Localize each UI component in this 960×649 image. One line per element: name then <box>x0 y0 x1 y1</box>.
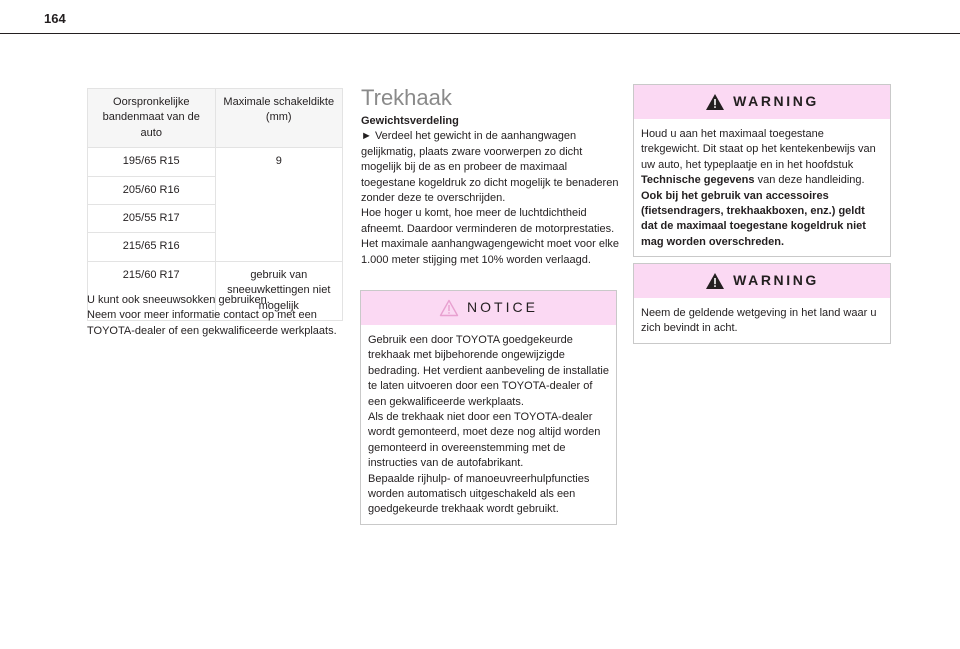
table-row <box>88 176 343 204</box>
table-cell-thickness <box>215 176 343 204</box>
subsection-title: Gewichtsverdeling <box>361 115 459 127</box>
notice-band <box>361 291 616 325</box>
warning-triangle-icon <box>705 93 725 111</box>
bullet-arrow-icon: ► <box>361 130 372 143</box>
bullet-paragraph <box>361 129 621 206</box>
table-header-row <box>88 89 343 148</box>
section-body <box>361 114 621 268</box>
paragraph: Hoe hoger u komt, hoe meer de luchtdichtheid afneemt. Daardoor verminderen de motorprestaties. Het maximale aanhangwagengewicht moet voor elke 1.000 meter stijging met 10% worden verlaagd. <box>361 207 620 266</box>
notice-box <box>360 290 617 525</box>
warning-text: Neem de geldende wetgeving in het land waar u zich bevindt in acht. <box>641 307 877 335</box>
table-cell-thickness <box>215 233 343 261</box>
warning-triangle-icon <box>705 272 725 290</box>
chapter-reference: Technische gegevens <box>641 174 755 187</box>
notice-body <box>361 325 616 524</box>
table-header-size: Oorspronkelijke bandenmaat van de auto <box>88 89 216 148</box>
warning-label: WARNING <box>733 93 819 110</box>
table-cell-thickness <box>215 205 343 233</box>
notice-triangle-icon <box>439 299 459 317</box>
table-row <box>88 205 343 233</box>
notice-label: NOTICE <box>467 299 538 316</box>
paragraph: Als de trekhaak niet door een TOYOTA-dealer wordt gemonteerd, moet deze nog altijd worden gemonteerd in overeenstemming met de instructies van de autofabrikant. <box>368 411 601 470</box>
table-cell-size: 205/60 R16 <box>88 176 216 204</box>
table-cell-thickness: gebruik van sneeuwkettingen niet mogelijk <box>215 261 343 320</box>
top-rule <box>0 33 960 34</box>
table-cell-size: 215/60 R17 <box>88 261 216 320</box>
warning-band <box>634 264 890 298</box>
warning-body <box>634 298 890 343</box>
paragraph: Gebruik een door TOYOTA goedgekeurde trekhaak met bijbehorende ongewijzigde bedrading. Het verdient aanbeveling de installatie te laten uitvoeren door een TOYOTA-dealer of een gekwalificeerde werkplaats. <box>368 334 609 408</box>
snow-socks-text <box>87 293 347 339</box>
paragraph: Neem voor meer informatie contact op met een TOYOTA-dealer of een gekwalificeerde werkplaats. <box>87 309 337 337</box>
warning-band <box>634 85 890 119</box>
table-row <box>88 148 343 176</box>
table-cell-thickness: 9 <box>215 148 343 176</box>
table-cell-size: 215/65 R16 <box>88 233 216 261</box>
table-cell-size: 205/55 R17 <box>88 205 216 233</box>
warning-text: Houd u aan het maximaal toegestane trekgewicht. Dit staat op het kentekenbewijs van uw auto, het typeplaatje en in het hoofdstuk <box>641 128 876 171</box>
table-cell-size: 195/65 R15 <box>88 148 216 176</box>
section-title: Trekhaak <box>361 85 452 110</box>
paragraph: U kunt ook sneeuwsokken gebruiken. <box>87 294 270 306</box>
tyre-table <box>87 88 343 321</box>
table-row <box>88 233 343 261</box>
bullet-text: Verdeel het gewicht in de aanhangwagen gelijkmatig, plaats zware voorwerpen zo dicht mogelijk bij de as en probeer de maximaal toegestane kogeldruk zo dicht mogelijk te benaderen zonder deze te overschrijden. <box>361 130 619 205</box>
page-number: 164 <box>44 11 66 26</box>
warning-bold-text: Ook bij het gebruik van accessoires (fietsendragers, trekhaakboxen, enz.) geldt dat de maximaal toegestane kogeldruk niet mag worden overschreden. <box>641 189 866 248</box>
warning-box <box>633 84 891 257</box>
warning-text: van deze handleiding. <box>754 174 865 187</box>
warning-box <box>633 263 891 344</box>
paragraph: Bepaalde rijhulp- of manoeuvreerhulpfuncties worden automatisch uitgeschakeld als een goedgekeurde trekhaak wordt gebruikt. <box>368 472 590 516</box>
table-header-thickness: Maximale schakeldikte (mm) <box>215 89 343 148</box>
warning-label: WARNING <box>733 272 819 289</box>
warning-body <box>634 119 890 256</box>
